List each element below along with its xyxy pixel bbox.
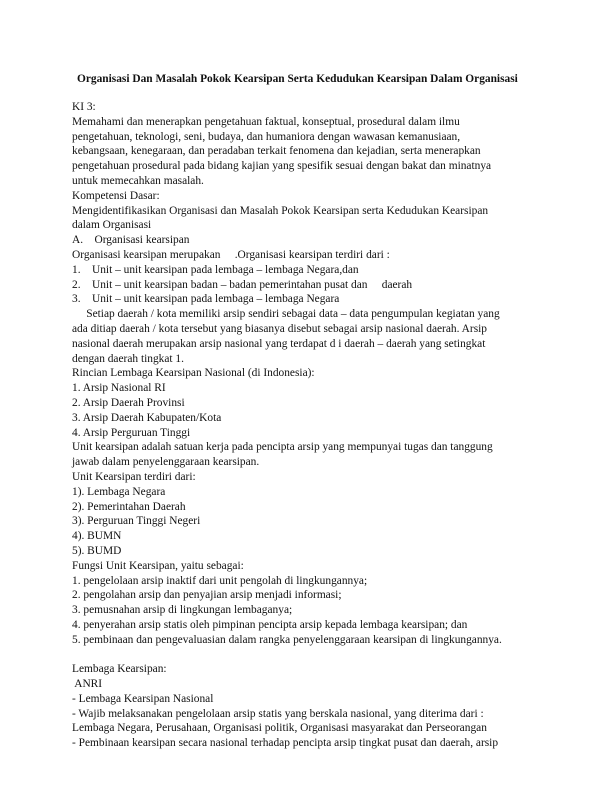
list-item: 1). Lembaga Negara (72, 485, 166, 498)
paragraph-line: jawab dalam penyelenggaraan kearsipan. (72, 456, 260, 469)
ki-line: Memahami dan menerapkan pengetahuan faktual, konseptual, prosedural dalam ilmu (72, 115, 460, 128)
kd-paragraph (72, 204, 534, 234)
list-item: 3. pemusnahan arsip di lingkungan lembaganya; (72, 604, 293, 617)
ki-line: untuk memecahkan masalah. (72, 174, 204, 187)
list-item: Lembaga Negara, Perusahaan, Organisasi politik, Organisasi masyarakat dan Perseorangan (72, 722, 487, 735)
kd-line: Mengidentifikasikan Organisasi dan Masalah Pokok Kearsipan serta Kedudukan Kearsipan (72, 204, 489, 217)
list-item: 3. Arsip Daerah Kabupaten/Kota (72, 411, 222, 424)
list-item: - Lembaga Kearsipan Nasional (72, 692, 214, 705)
ki-heading: KI 3: (72, 101, 96, 113)
kd-line: dalam Organisasi (72, 219, 152, 232)
list-item: - Wajib melaksanakan pengelolaan arsip statis yang berskala nasional, yang diterima dari : (72, 707, 484, 720)
list-item: 4). BUMN (72, 530, 122, 543)
list-item: 2. Arsip Daerah Provinsi (72, 396, 185, 409)
list-item: 1. Unit – unit kearsipan pada lembaga – lembaga Negara,dan (72, 263, 359, 276)
unit-terdiri-list (72, 485, 534, 559)
list-item: 1. Arsip Nasional RI (72, 382, 166, 395)
list-item: 3). Perguruan Tinggi Negeri (72, 515, 201, 528)
lembaga-list (72, 677, 534, 751)
document-body (72, 100, 534, 751)
fungsi-list (72, 574, 534, 648)
list-item: 3. Unit – unit kearsipan pada lembaga – lembaga Negara (72, 293, 340, 306)
list-item: 5. pembinaan dan pengevaluasian dalam rangka penyelenggaraan kearsipan di lingkungannya. (72, 633, 502, 646)
unit-terdiri-heading: Unit Kearsipan terdiri dari: (72, 470, 196, 483)
list-item: 4. Arsip Perguruan Tinggi (72, 426, 191, 439)
list-item: 5). BUMD (72, 544, 122, 557)
org-intro: Organisasi kearsipan merupakan .Organisasi kearsipan terdiri dari : (72, 248, 390, 261)
rincian-heading: Rincian Lembaga Kearsipan Nasional (di Indonesia): (72, 367, 315, 380)
list-item: ANRI (72, 678, 103, 691)
paragraph-line: Setiap daerah / kota memiliki arsip sendiri sebagai data – data pengumpulan kegiatan yang (72, 308, 500, 321)
document-title: Organisasi Dan Masalah Pokok Kearsipan Serta Kedudukan Kearsipan Dalam Organisasi (77, 73, 518, 85)
ki-paragraph (72, 115, 534, 189)
rincian-list (72, 381, 534, 440)
units-list (72, 263, 534, 307)
list-item: 4. penyerahan arsip statis oleh pimpinan pencipta arsip kepada lembaga kearsipan; dan (72, 618, 468, 631)
spacer (72, 647, 534, 662)
paragraph-line: nasional daerah merupakan arsip nasional yang terdapat d i daerah – daerah yang setingkat (72, 337, 486, 350)
ki-line: pengetahuan prosedural pada bidang kajian yang spesifik sesuai dengan bakat dan minatnya (72, 160, 492, 173)
ki-line: kebangsaan, kenegaraan, dan peradaban terkait fenomena dan kejadian, serta menerapkan (72, 145, 481, 158)
lembaga-heading: Lembaga Kearsipan: (72, 663, 167, 676)
paragraph-line: ada ditiap daerah / kota tersebut yang biasanya disebut sebagai arsip nasional daerah. Arsip (72, 322, 487, 335)
unit-definition (72, 440, 534, 470)
section-a-heading: A. Organisasi kearsipan (72, 234, 190, 247)
paragraph-line: Unit kearsipan adalah satuan kerja pada pencipta arsip yang mempunyai tugas dan tanggung (72, 441, 493, 454)
list-item: 1. pengelolaan arsip inaktif dari unit pengolah di lingkungannya; (72, 574, 368, 587)
kd-heading: Kompetensi Dasar: (72, 189, 160, 202)
ki-line: pengetahuan, teknologi, seni, budaya, dan humaniora dengan wawasan kemanusiaan, (72, 130, 461, 143)
list-item: 2. pengolahan arsip dan penyajian arsip menjadi informasi; (72, 589, 342, 602)
paragraph-line: dengan daerah tingkat 1. (72, 352, 184, 365)
daerah-paragraph (72, 307, 534, 366)
list-item: - Pembinaan kearsipan secara nasional terhadap pencipta arsip tingkat pusat dan daerah, arsip (72, 737, 499, 750)
fungsi-heading: Fungsi Unit Kearsipan, yaitu sebagai: (72, 559, 244, 572)
list-item: 2). Pemerintahan Daerah (72, 500, 186, 513)
list-item: 2. Unit – unit kearsipan badan – badan pemerintahan pusat dan daerah (72, 278, 413, 291)
